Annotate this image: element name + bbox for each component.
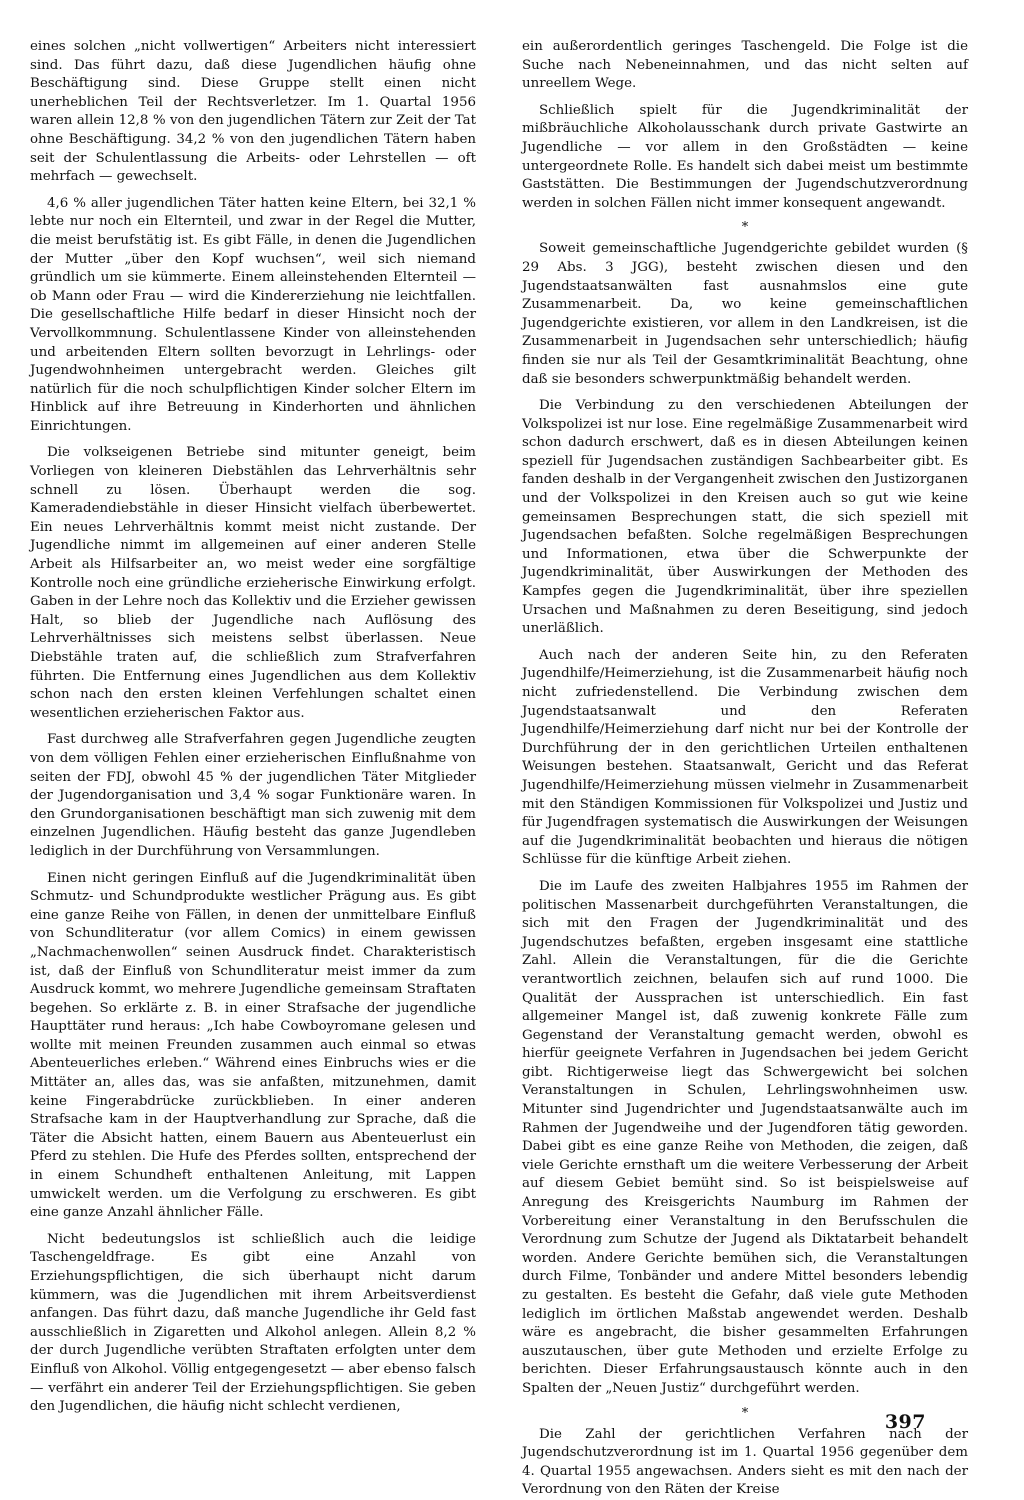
paragraph: eines solchen „nicht vollwertigen“ Arbeiters nicht interessiert sind. Das führt dazu, daß diese Jugendlichen häufig ohne Beschäftigung sind. Diese Gruppe stellt einen nicht unerheblichen Teil der Rechtsverletzer. Im 1. Quartal 1956 waren allein 12,8 % von den jugendlichen Tätern zur Zeit der Tat ohne Beschäftigung. 34,2 % von den jugendlichen Tätern haben seit der Schulentlassung die Arbeits- oder Lehrstellen — oft mehrfach — gewechselt.	[30, 39, 476, 185]
paragraph: Nicht bedeutungslos ist schließlich auch die leidige Taschengeldfrage. Es gibt eine Anzahl von Erziehungspflichtigen, die sich überhaupt nicht darum kümmern, was die Jugendlichen mit ihrem Arbeitsverdienst anfangen. Das führt dazu, daß manche Jugendliche ihr Geld fast ausschließlich in Zigaretten und Alkohol anlegen. Allein 8,2 % der durch Jugendliche verübten Straftaten erfolgten unter dem Einfluß von Alkohol. Völlig entgegengesetzt — aber ebenso falsch — verfährt ein anderer Teil der Erziehungspflichtigen. Sie geben den Jugendlichen, die häufig nicht schlecht verdienen,	[30, 1231, 476, 1415]
paragraph: Einen nicht geringen Einfluß auf die Jugendkriminalität üben Schmutz- und Schundprodukte westlicher Prägung aus. Es gibt eine ganze Reihe von Fällen, in denen der unmittelbare Einfluß von Schundliteratur (vor allem Comics) in einem gewissen „Nachmachenwollen“ seinen Ausdruck findet. Charakteristisch ist, daß der Einfluß von Schundliteratur meist immer da zum Ausdruck kommt, wo mehrere Jugendliche gemeinsam Straftaten begehen. So erklärte z. B. in einer Strafsache der jugendliche Haupttäter rund heraus: „Ich habe Cowboyromane gelesen und wollte mit meinen Freunden zusammen auch einmal so etwas Abenteuerliches erleben.“ Während eines Einbruchs wies er die Mittäter an, alles das, was sie anfaßten, mitzunehmen, damit keine Fingerabdrücke zurückblieben. In einer anderen Strafsache kam in der Hauptverhandlung zur Sprache, daß die Täter die Absicht hatten, einem Bauern aus Abenteuerlust ein Pferd zu stehlen. Die Hufe des Pferdes sollten, entsprechend der in einem Schundheft enthaltenen Anleitung, mit Lappen umwickelt werden. um die Verfolgung zu erschweren. Es gibt eine ganze Anzahl ähnlicher Fälle.	[30, 870, 476, 1221]
section-separator: *	[741, 1405, 749, 1421]
page-number: 397	[884, 1411, 926, 1433]
paragraph: Soweit gemeinschaftliche Jugendgerichte gebildet wurden (§ 29 Abs. 3 JGG), besteht zwischen diesen und den Jugendstaatsanwälten fast ausnahmslos eine gute Zusammenarbeit. Da, wo keine gemeinschaftlichen Jugendgerichte existieren, vor allem in den Landkreisen, ist die Zusammenarbeit in Jugendsachen sehr unterschiedlich; häufig finden sie nur als Teil der Gesamtkriminalität Beachtung, ohne daß sie besonders schwerpunktmäßig behandelt werden.	[522, 241, 968, 387]
paragraph: Auch nach der anderen Seite hin, zu den Referaten Jugendhilfe/Heimerziehung, ist die Zusammenarbeit häufig noch nicht zufriedenstellend. Die Verbindung zwischen dem Jugendstaatsanwalt und den Referaten Jugendhilfe/Heimerziehung darf nicht nur bei der Kontrolle der Durchführung der in den gerichtlichen Urteilen enthaltenen Weisungen bestehen. Staatsanwalt, Gericht und das Referat Jugendhilfe/Heimerziehung müssen vielmehr in Zusammenarbeit mit den Ständigen Kommissionen für Volkspolizei und Justiz und für Jugendfragen systematisch die Auswirkungen der Weisungen auf die Jugendkriminalität beobachten und hieraus die nötigen Schlüsse für die künftige Arbeit ziehen.	[522, 647, 968, 868]
paragraph: Die Zahl der gerichtlichen Verfahren nach der Jugendschutzverordnung ist im 1. Quartal 1956 gegenüber dem 4. Quartal 1955 angewachsen. Anders sieht es mit den nach der Verordnung von den Räten der Kreise	[522, 1426, 968, 1498]
left-column	[30, 38, 476, 1415]
paragraph: Die im Laufe des zweiten Halbjahres 1955 im Rahmen der politischen Massenarbeit durchgeführten Veranstaltungen, die sich mit den Fragen der Jugendkriminalität und des Jugendschutzes befaßten, ergeben insgesamt eine stattliche Zahl. Allein die Veranstaltungen, für die die Gerichte verantwortlich zeichnen, belaufen sich auf rund 1000. Die Qualität der Aussprachen ist unterschiedlich. Ein fast allgemeiner Mangel ist, daß zuwenig konkrete Fälle zum Gegenstand der Veranstaltung gemacht werden, obwohl es hierfür geeignete Verfahren in Jugendsachen bei jedem Gericht gibt. Richtigerweise liegt das Schwergewicht bei solchen Veranstaltungen in Schulen, Lehrlingswohnheimen usw. Mitunter sind Jugendrichter und Jugendstaatsanwälte auch im Rahmen der Jugendweihe und der Jugendforen tätig geworden. Dabei gibt es eine ganze Reihe von Methoden, die zeigen, daß viele Gerichte ernsthaft um die weitere Verbesserung der Arbeit auf diesem Gebiet bemüht sind. So ist beispielsweise auf Anregung des Kreisgerichts Naumburg im Rahmen der Vorbereitung einer Veranstaltung in den Berufsschulen die Verordnung zum Schutze der Jugend als Diktatarbeit behandelt worden. Andere Gerichte bemühen sich, die Veranstaltungen durch Filme, Tonbänder und andere Mittel besonders lebendig zu gestalten. Es besteht die Gefahr, daß viele gute Methoden lediglich im örtlichen Maßstab angewendet werden. Deshalb wäre es angebracht, die bisher gesammelten Erfahrungen auszutauschen, über gute Methoden und erzielte Erfolge zu berichten. Dieser Erfahrungsaustausch könnte auch in den Spalten der „Neuen Justiz“ durchgeführt werden.	[522, 878, 968, 1396]
paragraph: Die Verbindung zu den verschiedenen Abteilungen der Volkspolizei ist nur lose. Eine regelmäßige Zusammenarbeit wird schon dadurch erschwert, daß es in diesen Abteilungen keinen speziell für Jugendsachen zuständigen Sachbearbeiter gibt. Es fanden deshalb in der Vergangenheit zwischen den Justizorganen und der Volkspolizei in den Kreisen auch so gut wie keine gemeinsamen Besprechungen statt, die sich speziell mit Jugendsachen befaßten. Solche regelmäßigen Besprechungen und Informationen, etwa über die Schwerpunkte der Jugendkriminalität, über Auswirkungen der Methoden des Kampfes gegen die Jugendkriminalität, über ihre speziellen Ursachen und Maßnahmen zu deren Beseitigung, sind jedoch unerläßlich.	[522, 398, 968, 637]
paragraph: Schließlich spielt für die Jugendkriminalität der mißbräuchliche Alkoholausschank durch private Gastwirte an Jugendliche — vor allem in den Großstädten — keine untergeordnete Rolle. Es handelt sich dabei meist um bestimmte Gaststätten. Die Bestimmungen der Jugendschutzverordnung werden in solchen Fällen nicht immer konsequent angewandt.	[522, 102, 968, 211]
paragraph: ein außerordentlich geringes Taschengeld. Die Folge ist die Suche nach Nebeneinnahmen, und das nicht selten auf unreellem Wege.	[522, 39, 968, 92]
paragraph: Die volkseigenen Betriebe sind mitunter geneigt, beim Vorliegen von kleineren Diebstählen das Lehrverhältnis sehr schnell zu lösen. Überhaupt werden die sog. Kameradendiebstähle in dieser Hinsicht vielfach überbewertet. Ein neues Lehrverhältnis kommt meist nicht zustande. Der Jugendliche nimmt im allgemeinen auf einer anderen Stelle Arbeit als Hilfsarbeiter an, wo meist weder eine sorgfältige Kontrolle noch eine gründliche erzieherische Einwirkung erfolgt. Gaben in der Lehre noch das Kollektiv und die Erzieher gewissen Halt, so blieb der Jugendliche nach Auflösung des Lehrverhältnisses sich meistens selbst überlassen. Neue Diebstähle traten auf, die schließlich zum Strafverfahren führten. Die Entfernung eines Jugendlichen aus dem Kollektiv schon nach den ersten kleinen Verfehlungen schaltet einen wesentlichen erzieherischen Faktor aus.	[30, 445, 476, 721]
paragraph: Fast durchweg alle Strafverfahren gegen Jugendliche zeugten von dem völligen Fehlen einer erzieherischen Einflußnahme von seiten der FDJ, obwohl 45 % der jugendlichen Täter Mitglieder der Jugendorganisation und 3,4 % sogar Funktionäre waren. In den Grundorganisationen beschäftigt man sich zuwenig mit dem einzelnen Jugendlichen. Häufig besteht das ganze Jugendleben lediglich in der Durchführung von Versammlungen.	[30, 732, 476, 859]
paragraph: 4,6 % aller jugendlichen Täter hatten keine Eltern, bei 32,1 % lebte nur noch ein Elternteil, und zwar in der Regel die Mutter, die meist berufstätig ist. Es gibt Fälle, in denen die Jugendlichen der Mutter „über den Kopf wuchsen“, weil sich niemand gründlich um sie kümmerte. Einem alleinstehenden Elternteil — ob Mann oder Frau — wird die Kindererziehung nie leichtfallen. Die gesellschaftliche Hilfe bedarf in dieser Hinsicht noch der Vervollkommnung. Schulentlassene Kinder von alleinstehenden und arbeitenden Eltern sollten bevorzugt in Lehrlings- oder Jugendwohnheimen untergebracht werden. Gleiches gilt natürlich für die noch schulpflichtigen Kinder solcher Eltern im Hinblick auf ihre Betreuung in Kinderhorten und ähnlichen Einrichtungen.	[30, 195, 476, 434]
section-separator: *	[741, 220, 749, 236]
